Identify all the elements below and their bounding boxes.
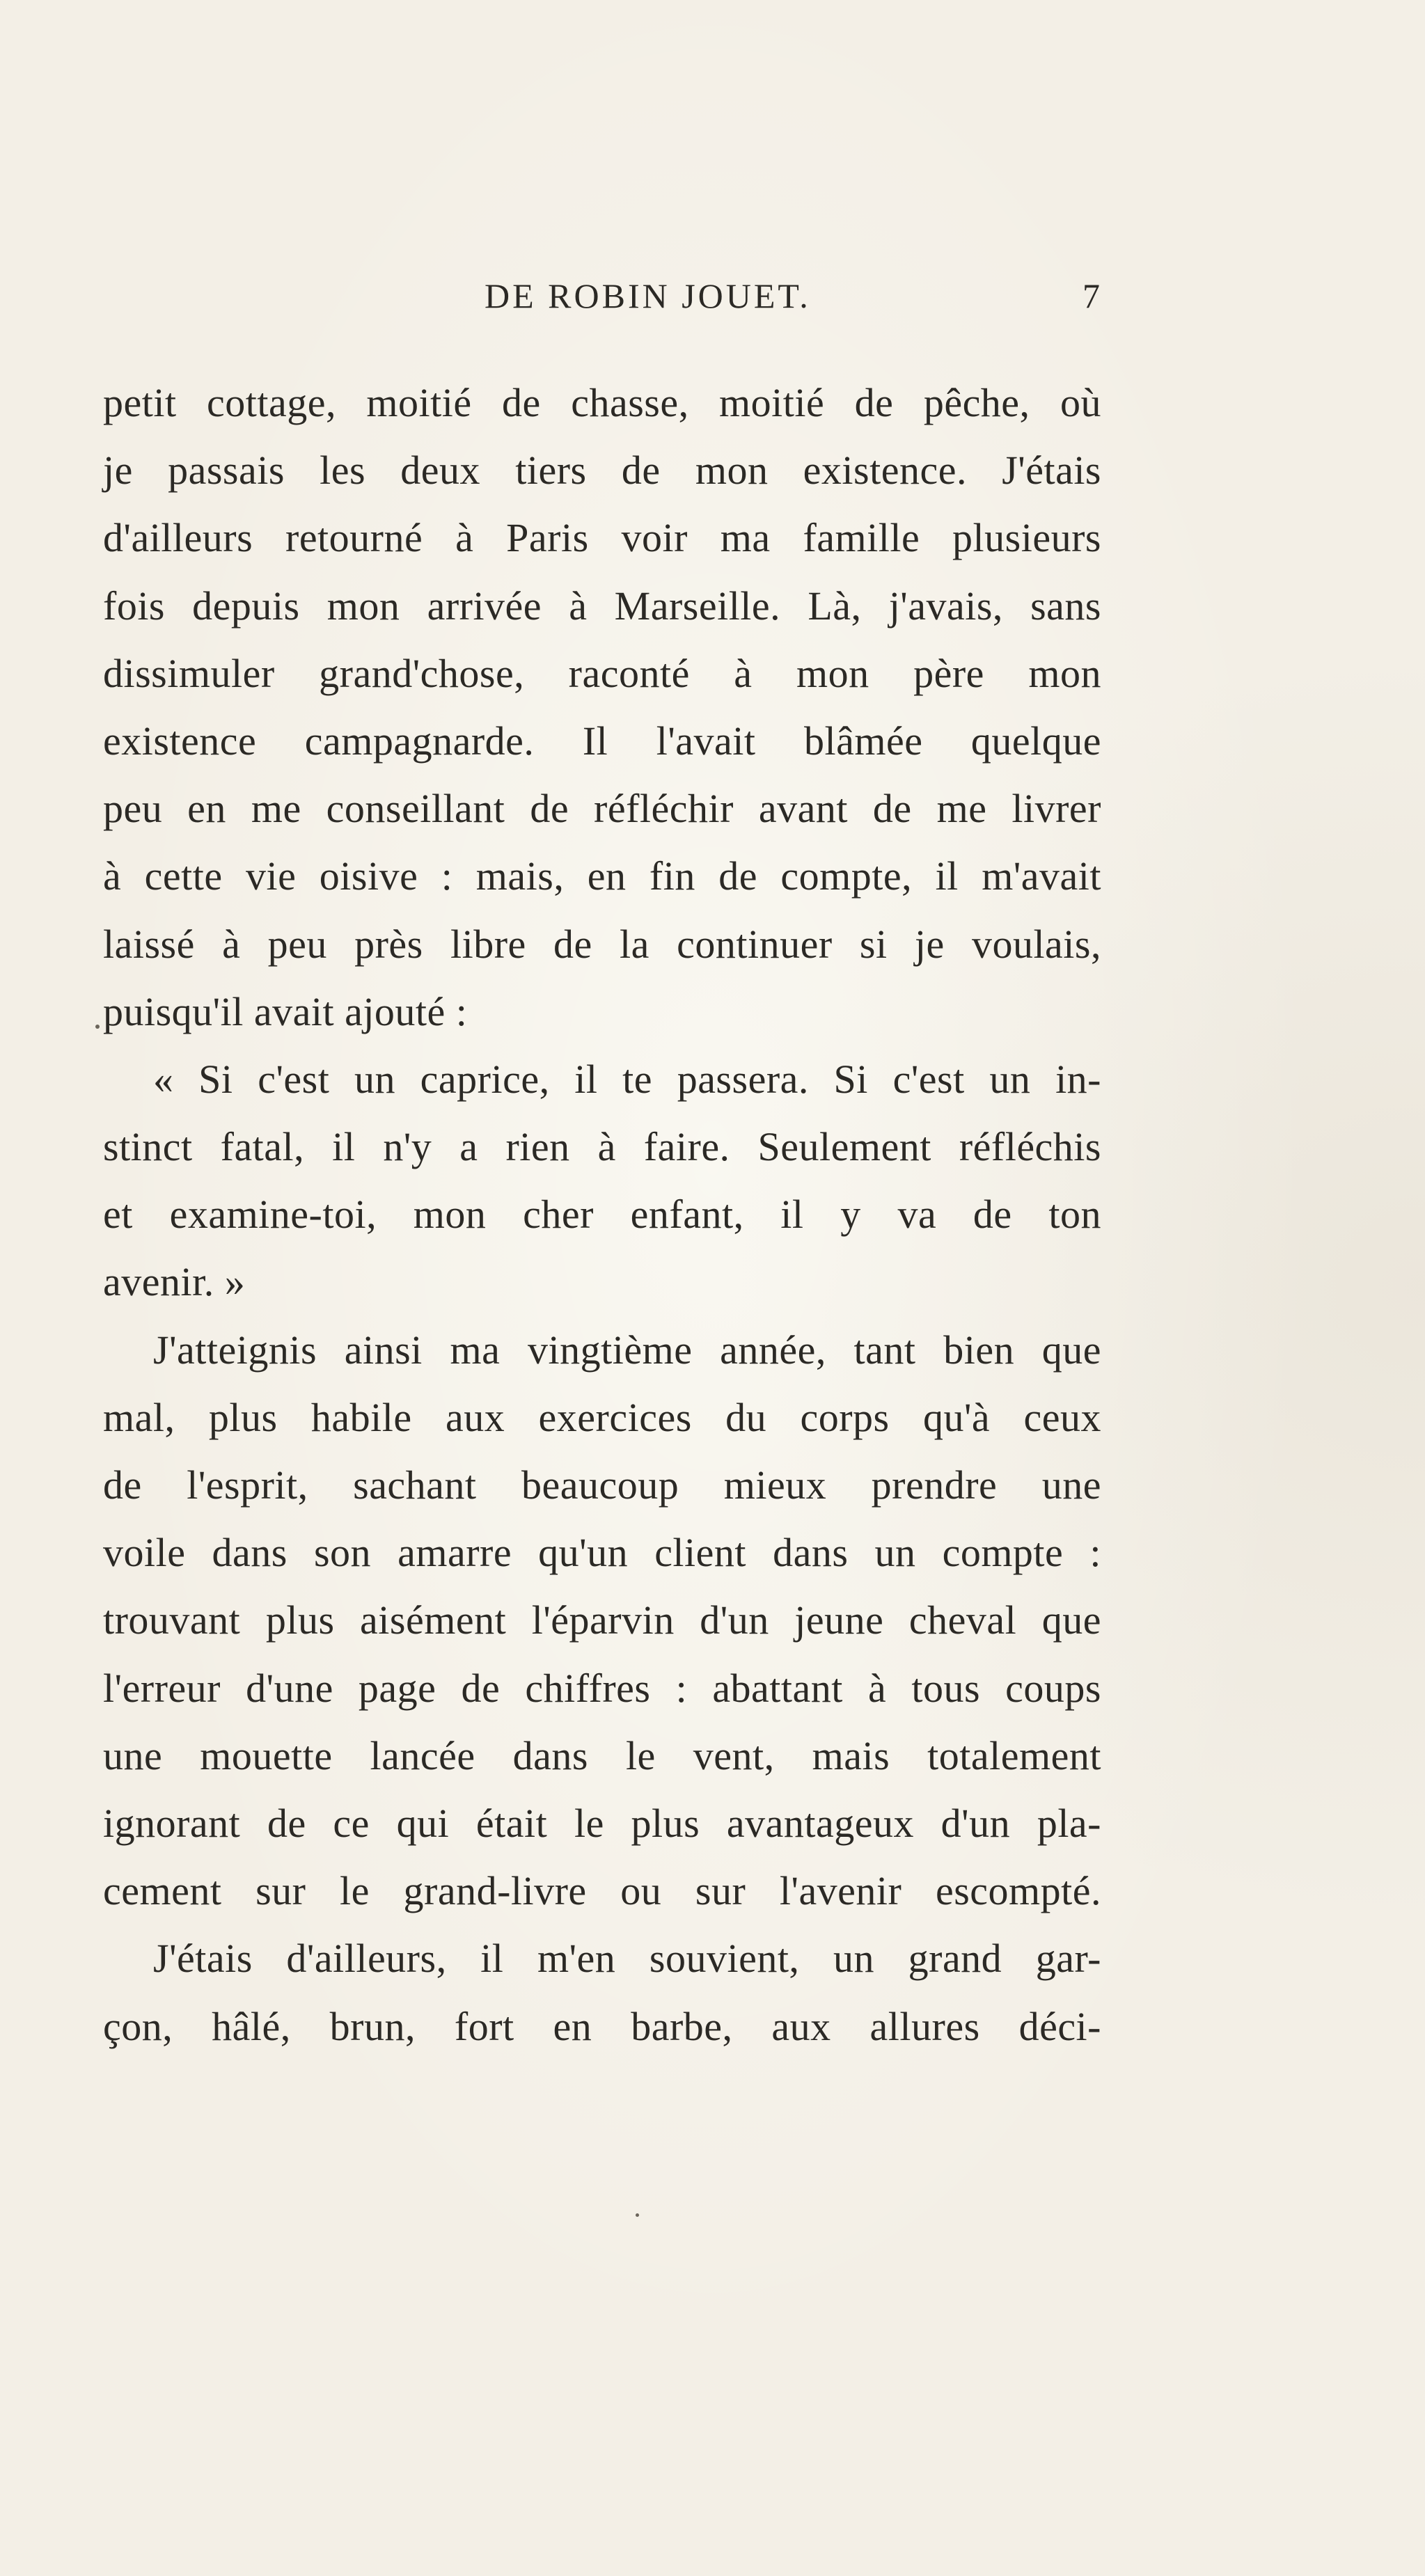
text-line: existence campagnarde. Il l'avait blâmée quelque: [103, 718, 1101, 764]
text-line: stinct fatal, il n'y a rien à faire. Seulement réfléchis: [103, 1124, 1101, 1170]
text-line: cement sur le grand-livre ou sur l'avenir escompté.: [103, 1868, 1101, 1914]
text-line: une mouette lancée dans le vent, mais totalement: [103, 1732, 1101, 1778]
page-number: 7: [1082, 276, 1100, 315]
text-line: trouvant plus aisément l'éparvin d'un jeune cheval que: [103, 1597, 1101, 1643]
ink-speck: [636, 2213, 639, 2217]
text-line: l'erreur d'une page de chiffres : abattant à tous coups: [103, 1665, 1101, 1711]
text-line: puisqu'il avait ajouté :: [103, 988, 468, 1034]
text-line: laissé à peu près libre de la continuer si je voulais,: [103, 921, 1101, 967]
text-line: d'ailleurs retourné à Paris voir ma famille plusieurs: [103, 515, 1101, 561]
text-line: mal, plus habile aux exercices du corps qu'à ceux: [103, 1394, 1101, 1440]
text-line: de l'esprit, sachant beaucoup mieux prendre une: [103, 1462, 1101, 1508]
text-line: J'atteignis ainsi ma vingtième année, tant bien que: [153, 1327, 1101, 1373]
text-line: avenir. »: [103, 1259, 246, 1305]
text-line: ignorant de ce qui était le plus avantageux d'un pla-: [103, 1800, 1101, 1846]
text-line: dissimuler grand'chose, raconté à mon père mon: [103, 650, 1101, 696]
text-line: peu en me conseillant de réfléchir avant de me livrer: [103, 786, 1101, 832]
text-line: fois depuis mon arrivée à Marseille. Là, j'avais, sans: [103, 583, 1101, 629]
body-text: [103, 369, 1101, 2060]
text-line: à cette vie oisive : mais, en fin de compte, il m'avait: [103, 853, 1101, 899]
text-line: çon, hâlé, brun, fort en barbe, aux allures déci-: [103, 2003, 1101, 2049]
running-title: DE ROBIN JOUET.: [485, 276, 811, 315]
ink-speck: [95, 1025, 100, 1029]
text-line: « Si c'est un caprice, il te passera. Si c'est un in-: [153, 1056, 1101, 1102]
text-line: et examine-toi, mon cher enfant, il y va de ton: [103, 1192, 1101, 1238]
text-line: voile dans son amarre qu'un client dans un compte :: [103, 1530, 1101, 1576]
running-head: [104, 276, 1100, 324]
text-line: petit cottage, moitié de chasse, moitié de pêche, où: [103, 380, 1101, 425]
text-line: J'étais d'ailleurs, il m'en souvient, un grand gar-: [153, 1936, 1101, 1982]
text-line: je passais les deux tiers de mon existence. J'étais: [103, 448, 1101, 493]
